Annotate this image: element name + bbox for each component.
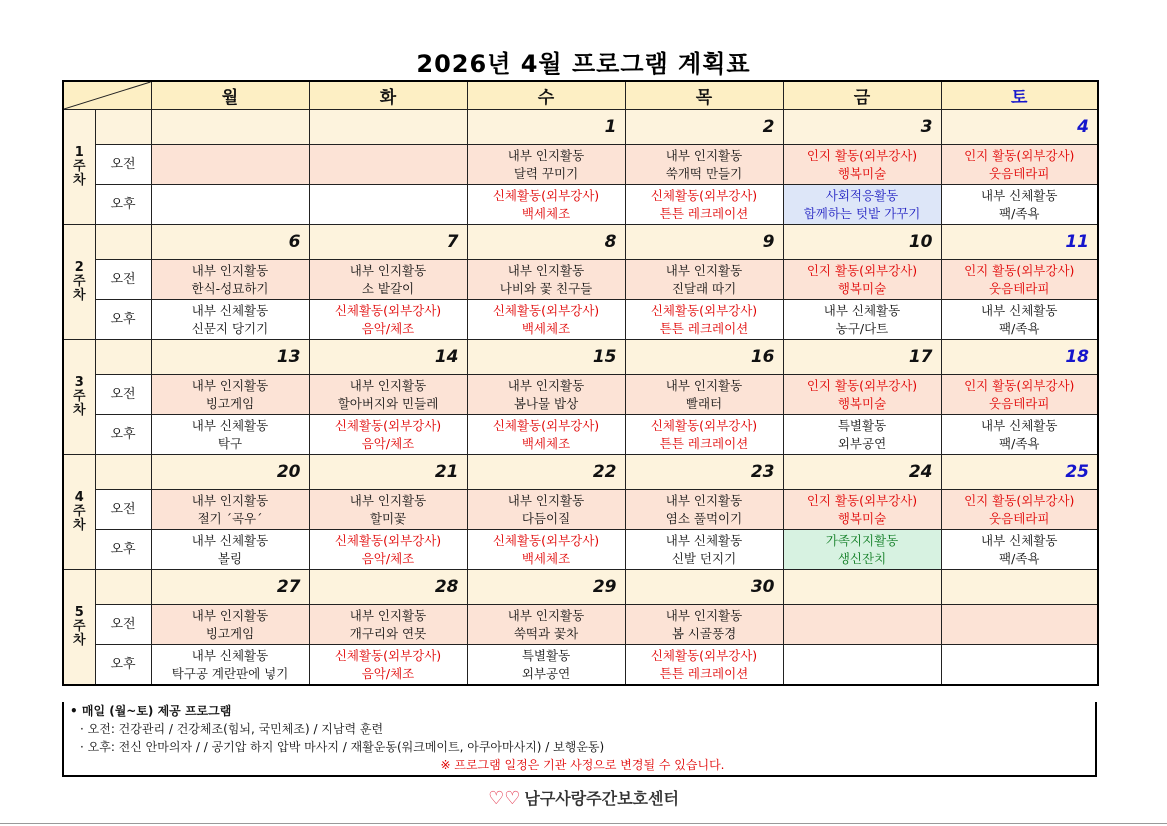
date-tue: 28 (309, 570, 467, 605)
period-label-am: 오전 (95, 260, 151, 300)
activity-type: 내부 인지활동 (349, 607, 427, 623)
activity-type: 내부 신체활동 (191, 302, 269, 318)
activity-name: 소 밭갈이 (361, 280, 415, 296)
activity-cell-wed (467, 415, 625, 455)
activity-cell-mon (151, 530, 309, 570)
activity-type: 인지 활동(외부강사) (806, 492, 918, 508)
activity-name: 팩/족욕 (999, 435, 1040, 451)
activity-type: 내부 인지활동 (507, 377, 585, 393)
week-pm-row (63, 185, 1098, 225)
activity-type: 내부 신체활동 (665, 532, 743, 548)
activity-cell-tue (309, 300, 467, 340)
activity-type: 내부 신체활동 (981, 187, 1058, 203)
page-title: 2026년 4월 프로그램 계획표 (416, 50, 751, 78)
activity-cell-tue (309, 605, 467, 645)
activity-cell-tue (309, 185, 467, 225)
week-date-row (63, 110, 1098, 145)
activity-name: 튼튼 레크레이션 (659, 665, 749, 681)
activity-name: 봄나물 밥상 (513, 395, 579, 411)
activity-type: 내부 신체활동 (191, 532, 269, 548)
week-label-char: 3 (74, 375, 84, 390)
activity-name: 행복미술 (837, 395, 887, 411)
activity-name: 생신잔치 (837, 550, 887, 566)
week-label-char: 차 (72, 518, 86, 533)
activity-cell-sat (941, 145, 1098, 185)
activity-name: 달력 꾸미기 (513, 165, 579, 181)
date-fri: 24 (783, 455, 941, 490)
period-blank-cell (95, 225, 151, 260)
activity-cell-mon (151, 185, 309, 225)
activity-type: 내부 인지활동 (349, 262, 427, 278)
date-wed: 22 (467, 455, 625, 490)
period-label-am: 오전 (95, 490, 151, 530)
week-am-row (63, 375, 1098, 415)
date-sat: 4 (941, 110, 1098, 145)
activity-type: 신체활동(외부강사) (334, 647, 442, 663)
activity-cell-mon (151, 375, 309, 415)
week-pm-row (63, 300, 1098, 340)
activity-name: 염소 풀먹이기 (665, 510, 743, 526)
activity-type: 내부 신체활동 (191, 647, 269, 663)
week-pm-row (63, 530, 1098, 570)
date-fri: 17 (783, 340, 941, 375)
activity-cell-tue (309, 490, 467, 530)
activity-type: 내부 인지활동 (665, 377, 743, 393)
period-label-am: 오전 (95, 605, 151, 645)
activity-type: 특별활동 (837, 417, 887, 433)
activity-name: 튼튼 레크레이션 (659, 435, 749, 451)
activity-name: 봄 시골풍경 (671, 625, 737, 641)
date-wed: 8 (467, 225, 625, 260)
activity-cell-mon (151, 260, 309, 300)
activity-type: 내부 신체활동 (981, 417, 1058, 433)
day-header-thu: 목 (625, 81, 783, 110)
period-blank-cell (95, 110, 151, 145)
week-label (63, 110, 95, 225)
activity-type: 내부 신체활동 (981, 302, 1058, 318)
activity-cell-tue (309, 645, 467, 686)
activity-type: 인지 활동(외부강사) (964, 377, 1075, 393)
activity-type: 내부 인지활동 (507, 607, 585, 623)
activity-type: 인지 활동(외부강사) (806, 147, 918, 163)
activity-type: 신체활동(외부강사) (650, 417, 758, 433)
activity-name: 팩/족욕 (999, 205, 1040, 221)
activity-type: 신체활동(외부강사) (492, 302, 600, 318)
activity-cell-mon (151, 145, 309, 185)
activity-cell-tue (309, 415, 467, 455)
activity-type: 가족지지활동 (825, 532, 899, 548)
week-date-row (63, 455, 1098, 490)
week-label-char: 4 (74, 490, 84, 505)
activity-cell-fri (783, 300, 941, 340)
date-sat: 25 (941, 455, 1098, 490)
activity-cell-sat (941, 605, 1098, 645)
week-pm-row (63, 415, 1098, 455)
activity-type: 내부 신체활동 (823, 302, 901, 318)
activity-cell-wed (467, 375, 625, 415)
week-date-row (63, 225, 1098, 260)
activity-cell-mon (151, 605, 309, 645)
activity-name: 탁구 (217, 435, 243, 451)
activity-name: 웃음테라피 (989, 165, 1050, 181)
activity-type: 내부 신체활동 (981, 532, 1058, 548)
activity-name: 웃음테라피 (989, 280, 1050, 296)
activity-type: 사회적응활동 (825, 187, 899, 203)
activity-name: 음악/체조 (361, 320, 415, 336)
activity-name: 음악/체조 (361, 435, 415, 451)
period-label-am: 오전 (95, 145, 151, 185)
period-blank-cell (95, 340, 151, 375)
activity-name: 쑥떡과 꽃차 (513, 625, 579, 641)
date-tue: 21 (309, 455, 467, 490)
week-label-char: 차 (72, 633, 86, 648)
activity-name: 음악/체조 (361, 665, 415, 681)
week-label (63, 340, 95, 455)
activity-name: 농구/다트 (835, 320, 889, 336)
activity-name: 볼링 (217, 550, 243, 566)
activity-type: 내부 인지활동 (349, 492, 427, 508)
activity-name: 신발 던지기 (671, 550, 737, 566)
week-pm-row (63, 645, 1098, 686)
activity-cell-mon (151, 300, 309, 340)
activity-cell-sat (941, 490, 1098, 530)
week-am-row (63, 260, 1098, 300)
week-label-char: 주 (72, 619, 86, 634)
activity-cell-wed (467, 145, 625, 185)
week-label (63, 455, 95, 570)
activity-name: 절기 ´곡우´ (197, 510, 263, 526)
date-thu: 16 (625, 340, 783, 375)
activity-name: 빨래터 (685, 395, 723, 411)
activity-cell-fri (783, 185, 941, 225)
notes-warning: ※ 프로그램 일정은 기관 사정으로 변경될 수 있습니다. (440, 758, 725, 772)
footer-logo (0, 786, 1167, 809)
activity-type: 내부 인지활동 (191, 262, 269, 278)
date-mon: 13 (151, 340, 309, 375)
activity-cell-tue (309, 375, 467, 415)
date-wed: 29 (467, 570, 625, 605)
activity-name: 백세체조 (521, 320, 571, 336)
activity-cell-wed (467, 300, 625, 340)
date-mon: 6 (151, 225, 309, 260)
notes-pm-line: · 오후: 전신 안마의자 / / 공기압 하지 압박 마사지 / 재활운동(워크메이트, 아쿠아마사지) / 보행운동) (80, 740, 605, 754)
activity-name: 진달래 따기 (671, 280, 737, 296)
week-am-row (63, 490, 1098, 530)
activity-cell-sat (941, 300, 1098, 340)
activity-name: 튼튼 레크레이션 (659, 320, 749, 336)
activity-name: 다듬이질 (521, 510, 571, 526)
period-label-pm: 오후 (95, 300, 151, 340)
week-label-char: 차 (72, 288, 86, 303)
activity-name: 한식-성묘하기 (191, 280, 269, 296)
activity-cell-thu (625, 415, 783, 455)
activity-cell-thu (625, 145, 783, 185)
activity-cell-wed (467, 185, 625, 225)
activity-type: 내부 인지활동 (665, 492, 743, 508)
date-fri: 3 (783, 110, 941, 145)
week-label-char: 주 (72, 274, 86, 289)
activity-name: 웃음테라피 (989, 510, 1050, 526)
day-header-wed: 수 (467, 81, 625, 110)
corner-diagonal-cell (63, 81, 151, 110)
activity-name: 할미꽃 (369, 510, 407, 526)
activity-type: 내부 인지활동 (191, 492, 269, 508)
activity-name: 행복미술 (837, 510, 887, 526)
period-label-pm: 오후 (95, 185, 151, 225)
activity-name: 쑥개떡 만들기 (665, 165, 743, 181)
period-label-pm: 오후 (95, 530, 151, 570)
activity-cell-tue (309, 260, 467, 300)
date-fri: 10 (783, 225, 941, 260)
week-label-char: 주 (72, 389, 86, 404)
week-label-char: 2 (74, 260, 84, 275)
activity-type: 신체활동(외부강사) (650, 187, 758, 203)
week-date-row (63, 340, 1098, 375)
notes-box (62, 702, 1097, 777)
activity-cell-wed (467, 605, 625, 645)
activity-cell-mon (151, 645, 309, 686)
activity-type: 신체활동(외부강사) (492, 417, 600, 433)
day-header-fri: 금 (783, 81, 941, 110)
period-label-am: 오전 (95, 375, 151, 415)
org-name: 남구사랑주간보호센터 (524, 789, 679, 808)
week-label-char: 차 (72, 173, 86, 188)
bottom-divider (0, 823, 1167, 824)
day-header-mon: 월 (151, 81, 309, 110)
activity-name: 팩/족욕 (999, 550, 1040, 566)
activity-type: 내부 인지활동 (191, 607, 269, 623)
week-label-char: 5 (74, 605, 84, 620)
activity-cell-thu (625, 645, 783, 686)
activity-type: 인지 활동(외부강사) (806, 262, 918, 278)
activity-cell-fri (783, 530, 941, 570)
activity-cell-wed (467, 645, 625, 686)
activity-cell-thu (625, 605, 783, 645)
notes-am-line: · 오전: 건강관리 / 건강체조(힘뇌, 국민체조) / 지남력 훈련 (80, 722, 384, 736)
activity-cell-fri (783, 375, 941, 415)
activity-type: 인지 활동(외부강사) (964, 262, 1075, 278)
activity-type: 인지 활동(외부강사) (806, 377, 918, 393)
activity-cell-sat (941, 415, 1098, 455)
activity-name: 음악/체조 (361, 550, 415, 566)
date-tue (309, 110, 467, 145)
week-date-row (63, 570, 1098, 605)
activity-type: 인지 활동(외부강사) (964, 147, 1075, 163)
date-mon (151, 110, 309, 145)
date-thu: 23 (625, 455, 783, 490)
date-tue: 7 (309, 225, 467, 260)
date-wed: 1 (467, 110, 625, 145)
week-label-char: 주 (72, 504, 86, 519)
day-header-tue: 화 (309, 81, 467, 110)
activity-name: 개구리와 연못 (349, 625, 427, 641)
activity-type: 신체활동(외부강사) (334, 417, 442, 433)
activity-type: 신체활동(외부강사) (650, 647, 758, 663)
activity-cell-thu (625, 530, 783, 570)
activity-cell-fri (783, 145, 941, 185)
activity-cell-sat (941, 375, 1098, 415)
day-header-sat: 토 (941, 81, 1098, 110)
week-label-char: 1 (74, 145, 84, 160)
activity-type: 내부 인지활동 (507, 147, 585, 163)
activity-cell-tue (309, 530, 467, 570)
date-sat: 18 (941, 340, 1098, 375)
activity-type: 특별활동 (521, 647, 571, 663)
activity-name: 빙고게임 (205, 625, 255, 641)
activity-name: 외부공연 (837, 435, 887, 451)
activity-cell-wed (467, 260, 625, 300)
hearts-logo-icon: ♡♡ (488, 788, 521, 809)
activity-cell-thu (625, 490, 783, 530)
activity-type: 내부 인지활동 (191, 377, 269, 393)
activity-cell-sat (941, 645, 1098, 686)
date-mon: 20 (151, 455, 309, 490)
activity-name: 외부공연 (521, 665, 571, 681)
activity-type: 내부 인지활동 (665, 147, 743, 163)
activity-type: 내부 인지활동 (665, 607, 743, 623)
activity-name: 신문지 당기기 (191, 320, 269, 336)
schedule-table (62, 80, 1099, 686)
activity-name: 빙고게임 (205, 395, 255, 411)
date-thu: 9 (625, 225, 783, 260)
activity-cell-wed (467, 530, 625, 570)
activity-type: 신체활동(외부강사) (334, 532, 442, 548)
activity-cell-fri (783, 605, 941, 645)
activity-cell-sat (941, 185, 1098, 225)
date-sat (941, 570, 1098, 605)
week-label-char: 차 (72, 403, 86, 418)
notes-title: • 매일 (월~토) 제공 프로그램 (70, 704, 232, 718)
activity-type: 신체활동(외부강사) (492, 532, 600, 548)
week-am-row (63, 605, 1098, 645)
activity-name: 백세체조 (521, 550, 571, 566)
activity-name: 나비와 꽃 친구들 (499, 280, 593, 296)
activity-name: 팩/족욕 (999, 320, 1040, 336)
header-row (63, 81, 1098, 110)
date-thu: 2 (625, 110, 783, 145)
activity-name: 백세체조 (521, 205, 571, 221)
activity-type: 신체활동(외부강사) (650, 302, 758, 318)
week-label (63, 570, 95, 686)
activity-cell-fri (783, 260, 941, 300)
period-blank-cell (95, 455, 151, 490)
activity-name: 튼튼 레크레이션 (659, 205, 749, 221)
activity-cell-mon (151, 490, 309, 530)
activity-type: 내부 신체활동 (191, 417, 269, 433)
activity-type: 내부 인지활동 (507, 262, 585, 278)
date-tue: 14 (309, 340, 467, 375)
activity-name: 할아버지와 민들레 (337, 395, 439, 411)
date-sat: 11 (941, 225, 1098, 260)
activity-type: 내부 인지활동 (349, 377, 427, 393)
activity-type: 신체활동(외부강사) (492, 187, 600, 203)
activity-cell-sat (941, 260, 1098, 300)
period-label-pm: 오후 (95, 645, 151, 686)
period-label-pm: 오후 (95, 415, 151, 455)
activity-cell-tue (309, 145, 467, 185)
date-wed: 15 (467, 340, 625, 375)
activity-type: 내부 인지활동 (507, 492, 585, 508)
activity-type: 신체활동(외부강사) (334, 302, 442, 318)
activity-cell-thu (625, 375, 783, 415)
activity-type: 인지 활동(외부강사) (964, 492, 1075, 508)
activity-cell-thu (625, 185, 783, 225)
activity-name: 탁구공 계란판에 넣기 (171, 665, 289, 681)
activity-cell-thu (625, 300, 783, 340)
activity-name: 웃음테라피 (989, 395, 1050, 411)
activity-cell-sat (941, 530, 1098, 570)
date-mon: 27 (151, 570, 309, 605)
activity-cell-thu (625, 260, 783, 300)
activity-cell-fri (783, 415, 941, 455)
activity-name: 함께하는 텃밭 가꾸기 (803, 205, 921, 221)
week-am-row (63, 145, 1098, 185)
date-fri (783, 570, 941, 605)
activity-name: 행복미술 (837, 280, 887, 296)
date-thu: 30 (625, 570, 783, 605)
activity-cell-fri (783, 645, 941, 686)
activity-type: 내부 인지활동 (665, 262, 743, 278)
activity-cell-fri (783, 490, 941, 530)
period-blank-cell (95, 570, 151, 605)
activity-cell-mon (151, 415, 309, 455)
week-label (63, 225, 95, 340)
activity-cell-wed (467, 490, 625, 530)
week-label-char: 주 (72, 159, 86, 174)
activity-name: 행복미술 (837, 165, 887, 181)
activity-name: 백세체조 (521, 435, 571, 451)
